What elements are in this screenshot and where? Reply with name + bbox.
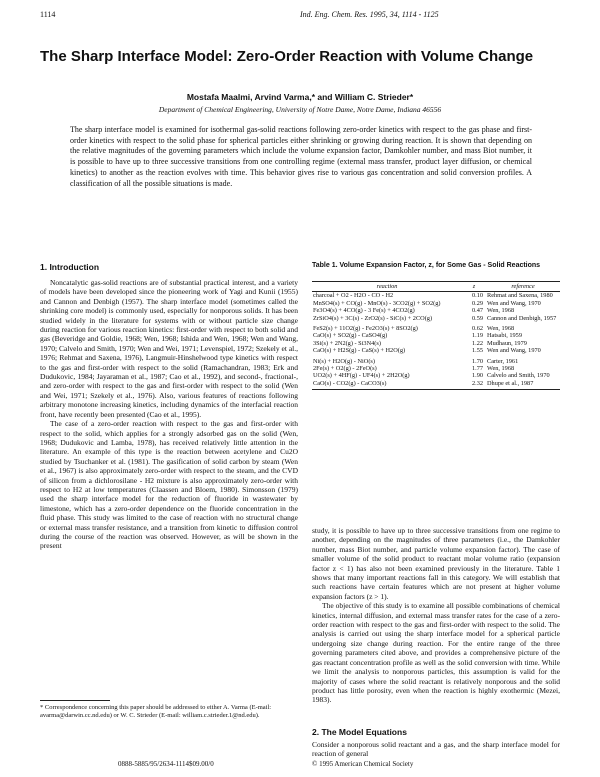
table-row bbox=[312, 322, 560, 332]
journal-citation: Ind. Eng. Chem. Res. 1995, 34, 1114 - 1125 bbox=[300, 10, 439, 19]
footnote: * Correspondence concerning this paper should be addressed to either A. Varma (E-mail: avarma@darwin.cc.nd.edu) or W. C. Strieder (E-mail: william.c.strieder.1@nd.edu). bbox=[40, 704, 272, 719]
right-column bbox=[312, 526, 560, 705]
cell-reference: Calvelo and Smith, 1970 bbox=[487, 372, 550, 380]
table-row bbox=[312, 347, 560, 354]
col-header-reaction: reaction bbox=[312, 282, 462, 292]
cell-reference: Cannon and Denbigh, 1957 bbox=[487, 314, 557, 322]
cell-reference: Hatsabi, 1959 bbox=[487, 332, 522, 340]
cell-z: 0.47 bbox=[471, 307, 483, 315]
cell-z: 1.22 bbox=[471, 339, 483, 347]
cell-reference: Wen, 1968 bbox=[487, 365, 515, 373]
table-row bbox=[312, 292, 560, 300]
intro-paragraph-1: Noncatalytic gas-solid reactions are of substantial practical interest, and a variety of models have been developed since the pioneering work of Yagi and Kunii (1955) and Cannon and Denbigh (1957). The sharp interface model (sometimes called the shrinking core model) is commonly used, especially for nonporous solids. It has been studied widely in the literature for systems with or without particle size change during reaction for various reaction kinetics: first-order with respect to both solid and gas (Beveridge and Goldie, 1968; Wen, 1968; Ishida and Wen, 1968; Wen and Wang, 1970; Calvelo and Smith, 1970; Wen and Wei, 1971; Levenspiel, 1972; Szekely et al., 1976; Rehmat and Saxena, 1976), Langmuir-Hinshelwood type kinetics with respect to the gas and first-order with respect to the solid (Ramachandran, 1983; Erk and Dudukovic, 1984; Jayaraman et al., 1987; Cao et al., 1992), and second-, fractional-, and zero-order with respect to the gas and first-order with respect to the solid (Wen and Wei, 1971; Szekely et al., 1976). Also, various features of reactions following arbitrary monotone increasing kinetics, including dynamics of the interfacial reaction front, have recently been presented (Cao et al., 1995). bbox=[40, 278, 298, 419]
cell-reference: Wen, 1968 bbox=[487, 307, 515, 315]
table-row bbox=[312, 355, 560, 365]
authors: Mostafa Maalmi, Arvind Varma,* and William C. Strieder* bbox=[186, 92, 414, 102]
col-header-z: z bbox=[462, 282, 486, 292]
cell-z: 1.19 bbox=[471, 332, 483, 340]
cell-z: 2.32 bbox=[462, 380, 486, 390]
cell-reaction: charcoal + O2 - H2O - CO - H2 bbox=[313, 292, 394, 300]
cell-z: 1.77 bbox=[471, 365, 483, 373]
cell-z: 1.55 bbox=[471, 347, 483, 355]
cell-reaction: MnSO4(s) + CO(g) - MnO(s) - 3CO2(g) + SO2(g) bbox=[313, 299, 441, 307]
cell-reference: Rehmat and Saxena, 1980 bbox=[487, 292, 553, 300]
right-paragraph-3: Consider a nonporous solid reactant and a gas, and the sharp interface model for reaction of general bbox=[312, 740, 560, 759]
cell-reaction: CaO(s) + SO2(g) - CaSO4(g) bbox=[313, 332, 388, 340]
table-row bbox=[312, 300, 560, 307]
cell-reaction: Ni(s) + H2O(g) - NiO(s) bbox=[313, 357, 375, 365]
cell-reaction: 2Fe(s) + O2(g) - 2FeO(s) bbox=[313, 365, 377, 373]
table-row bbox=[312, 332, 560, 339]
cell-reaction: CaO(s) - CO2(g) - CaCO3(s) bbox=[312, 380, 462, 390]
cell-reference: Carter, 1961 bbox=[487, 357, 519, 365]
affiliation: Department of Chemical Engineering, University of Notre Dame, Notre Dame, Indiana 46556 bbox=[158, 105, 442, 114]
cell-reaction: ZrSiO4(s) + 3C(s) - ZrO2(s) - SiC(s) + 2CO(g) bbox=[313, 314, 433, 322]
cell-z: 0.10 bbox=[471, 292, 483, 300]
cell-reference: Wen and Wang, 1970 bbox=[487, 299, 541, 307]
cell-z: 0.29 bbox=[471, 299, 483, 307]
cell-reaction: CaO(s) + H2S(g) - CaS(s) + H2O(g) bbox=[313, 347, 406, 355]
table-row bbox=[312, 315, 560, 322]
paper-title: The Sharp Interface Model: Zero-Order Reaction with Volume Change bbox=[40, 48, 534, 65]
cell-reaction: Fe3O4(s) + 4CO(g) - 3 Fe(s) + 4CO2(g) bbox=[313, 307, 415, 315]
intro-paragraph-2: The case of a zero-order reaction with respect to the gas and first-order with respect to the solid, which applies for a strongly adsorbed gas on the solid (Wen, 1968; Dudukovic and Lamba, 1978), has received relatively little attention in the literature. An example of this type is the reaction between acetylene and Cu2O studied by Tsuchanker et al. (1981). The gasification of solid carbon by steam (Wen et al., 1967) is also approximately zero-order with respect to the steam, and the CVD of silicon from a dichlorosilane - H2 mixture is also approximately zero-order with respect to H2 at low temperatures (Claassen and Bloem, 1980). Simonsson (1979) used the sharp interface model for the reduction of fluoride in wastewater by limestone, which has a zero-order dependence on the fluoride concentration in the fluid phase. This study was limited to the case of reaction with no structural change or external mass transfer resistance, and a transition from kinetic to diffusion control during the course of the reaction was observed. However, as will be shown in the present bbox=[40, 419, 298, 551]
col-header-reference: reference bbox=[486, 282, 560, 292]
cell-z: 0.62 bbox=[471, 325, 483, 333]
right-paragraph-1: study, it is possible to have up to three successive transitions from one regime to another, depending on the magnitudes of three parameters (i.e., the Damkohler number, mass Biot number, and particle volume expansion factor). The case of smaller volume of the solid product to reactant molar volume ratio (expansion factor z < 1) has also not been examined previously in the literature. Table 1 shows that many important reactions fall in this category. We will establish that such reactions have certain features which are not present at higher volume expansion factors (z > 1). bbox=[312, 526, 560, 601]
cell-reaction: 3Si(s) + 2N2(g) - Si3N4(s) bbox=[313, 339, 381, 347]
cell-reaction: UO2(s) + 4HF(g) - UF4(s) + 2H2O(g) bbox=[313, 372, 410, 380]
page-number: 1114 bbox=[40, 10, 56, 19]
footnote-rule bbox=[40, 700, 110, 701]
right-paragraph-2: The objective of this study is to examine all possible combinations of chemical kinetics, internal diffusion, and external mass transfer rates for the case of a zero-order reaction with respect to the gas and first-order with respect to the solid. The analysis is carried out using the sharp interface model for a spherical particle undergoing size change during reaction. For the entire range of the three governing parameters cited above, and provides a comprehensive picture of the gas reactant concentration profile as well as the solid conversion with time. While we limit the analysis to nonporous particles, this assumption is valid for the majority of cases where the solid reactant is relatively nonporous and the solid product has little porosity, even when the reaction is highly exothermic (Mezei, 1983). bbox=[312, 601, 560, 705]
table-row bbox=[312, 365, 560, 372]
cell-z: 1.90 bbox=[471, 372, 483, 380]
table-title: Table 1. Volume Expansion Factor, z, for Some Gas - Solid Reactions bbox=[312, 262, 541, 269]
intro-heading: 1. Introduction bbox=[40, 262, 100, 272]
left-column bbox=[40, 278, 298, 551]
cell-z: 1.70 bbox=[471, 357, 483, 365]
expansion-factor-table bbox=[312, 281, 560, 390]
cell-reference: Wen and Wang, 1970 bbox=[487, 347, 541, 355]
cell-z: 0.59 bbox=[471, 314, 483, 322]
cell-reference: Wen, 1968 bbox=[487, 325, 515, 333]
cell-reference: Mudhaun, 1979 bbox=[487, 339, 527, 347]
table-row bbox=[312, 372, 560, 379]
model-equations-heading: 2. The Model Equations bbox=[312, 727, 407, 737]
table-row bbox=[312, 307, 560, 314]
abstract: The sharp interface model is examined for isothermal gas-solid reactions following zero-order kinetics with respect to the gas phase and first-order kinetics with respect to the solid phase for spherical particles either shrinking or growing during reaction. It is shown that depending on the relative magnitudes of the governing parameters which include the volume expansion factor, Damkohler number, and mass Biot number, it is possible to have up to three successive transitions from one controlling regime (external mass transfer, product layer diffusion, or chemical kinetics) to another as the reaction evolves with time. This behavior gives rise to various gas concentration and solid conversion profiles. A classification of all the possible situations is made. bbox=[70, 125, 532, 188]
table-row bbox=[312, 380, 560, 390]
copyright: © 1995 American Chemical Society bbox=[312, 760, 414, 768]
doc-code: 0888-5885/95/2634-1114$09.00/0 bbox=[118, 760, 214, 768]
table-row bbox=[312, 340, 560, 347]
cell-reaction: FeS2(s) + 11O2(g) - Fe2O3(s) + 8SO2(g) bbox=[313, 325, 418, 333]
cell-reference: Dhupe et al., 1987 bbox=[486, 380, 560, 390]
